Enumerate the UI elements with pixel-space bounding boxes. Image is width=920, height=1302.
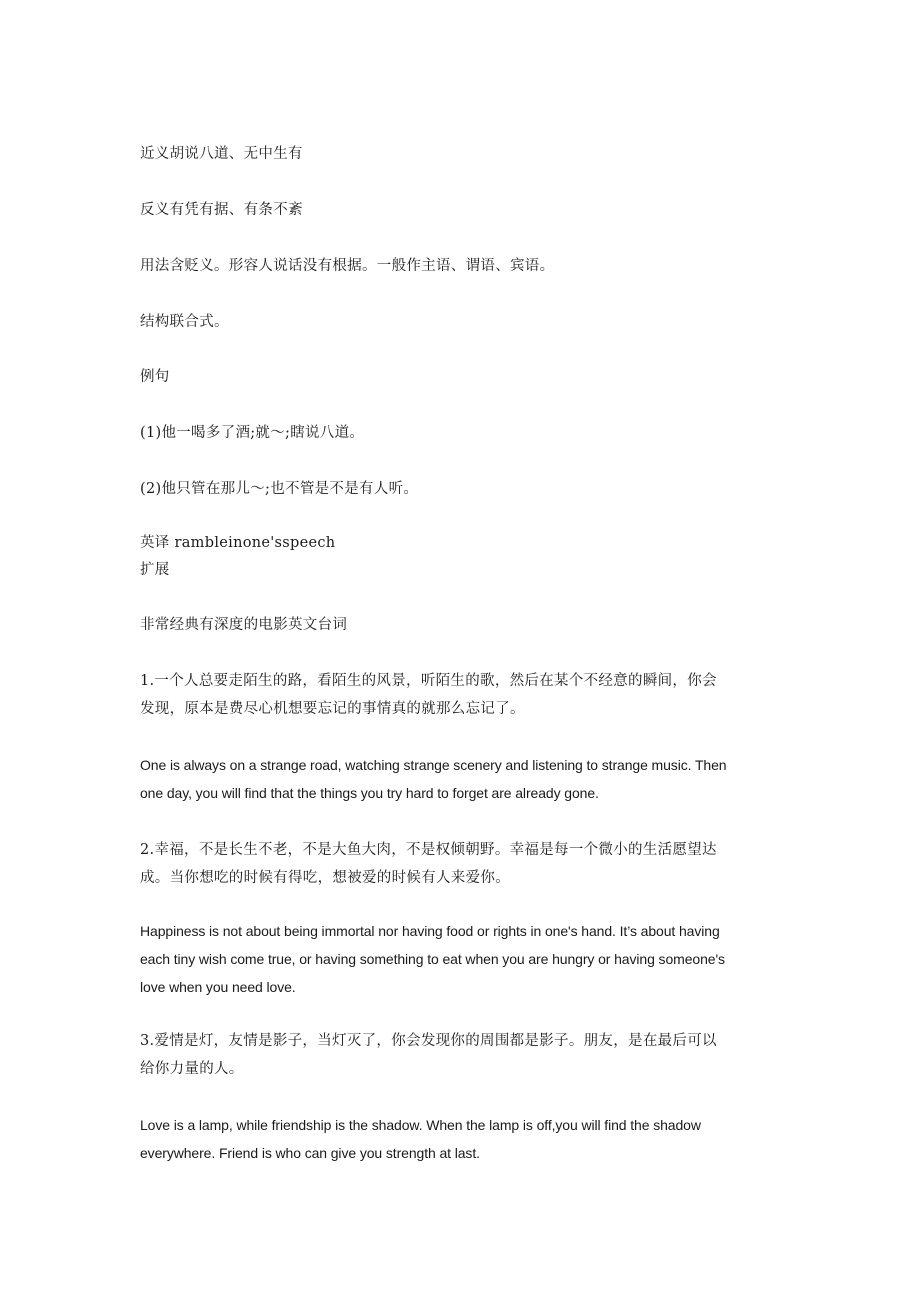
quote-2-cn-line-1: 2.幸福，不是长生不老，不是大鱼大肉，不是权倾朝野。幸福是每一个微小的生活愿望达 — [140, 842, 717, 858]
extension-heading: 扩展 — [140, 562, 170, 578]
quote-2-en-line-1: Happiness is not about being immortal nor having food or rights in one's hand. It’s about having — [140, 923, 720, 939]
section-title: 非常经典有深度的电影英文台词 — [140, 617, 348, 633]
quote-3-en-line-2: everywhere. Friend is who can give you strength at last. — [140, 1145, 480, 1161]
quote-1-en-line-1: One is always on a strange road, watching strange scenery and listening to strange music. Then — [140, 757, 727, 773]
antonyms-line: 反义有凭有据、有条不紊 — [140, 202, 303, 218]
english-translation-line: 英译 rambleinone'sspeech — [140, 535, 336, 551]
quote-1-en-line-2: one day, you will find that the things you try hard to forget are already gone. — [140, 785, 599, 801]
quote-2-cn-line-2: 成。当你想吃的时候有得吃，想被爱的时候有人来爱你。 — [140, 870, 510, 886]
synonyms-line: 近义胡说八道、无中生有 — [140, 146, 303, 162]
example-1: (1)他一喝多了酒;就～;瞎说八道。 — [140, 425, 365, 441]
quote-3-cn-line-2: 给你力量的人。 — [140, 1061, 244, 1077]
usage-line: 用法含贬义。形容人说话没有根据。一般作主语、谓语、宾语。 — [140, 258, 555, 274]
quote-3-cn-line-1: 3.爱情是灯，友情是影子，当灯灭了，你会发现你的周围都是影子。朋友，是在最后可以 — [140, 1033, 717, 1049]
examples-heading: 例句 — [140, 369, 170, 385]
example-2: (2)他只管在那儿～;也不管是不是有人听。 — [140, 481, 419, 497]
quote-1-cn-line-2: 发现，原本是费尽心机想要忘记的事情真的就那么忘记了。 — [140, 701, 525, 717]
quote-1-cn-line-1: 1.一个人总要走陌生的路，看陌生的风景，听陌生的歌，然后在某个不经意的瞬间，你会 — [140, 673, 717, 689]
quote-2-en-line-2: each tiny wish come true, or having something to eat when you are hungry or having someone's — [140, 951, 725, 967]
structure-line: 结构联合式。 — [140, 314, 229, 330]
quote-3-en-line-1: Love is a lamp, while friendship is the shadow. When the lamp is off,you will find the shadow — [140, 1117, 701, 1133]
quote-2-en-line-3: love when you need love. — [140, 979, 296, 995]
